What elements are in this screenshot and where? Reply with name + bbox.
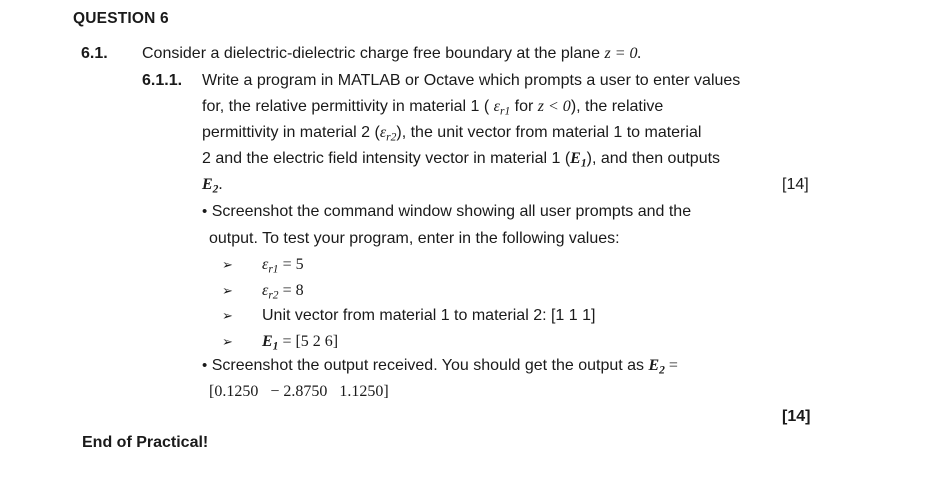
subsection-line-4-a: 2 and the electric field intensity vector in material 1 ( xyxy=(202,150,571,167)
epsilon-r1-symbol: ε xyxy=(493,98,500,115)
test-value-eps-r2-expr xyxy=(262,281,304,301)
subsection-line-4 xyxy=(202,149,720,169)
subsection-line-2-a: for, the relative permittivity in material 1 ( xyxy=(202,98,494,115)
e1-symbol: E xyxy=(570,150,581,167)
test-value-eps-r2 xyxy=(222,281,233,301)
marks-1: [14] xyxy=(782,176,809,193)
epsilon-r1-test-symbol: ε xyxy=(262,256,269,273)
e2-output-symbol: E xyxy=(648,357,660,374)
epsilon-r1-subscript: r1 xyxy=(499,105,511,118)
subsection-line-5 xyxy=(202,175,222,195)
subsection-line-3-b: ), the unit vector from material 1 to material xyxy=(396,124,702,141)
subsection-line-3 xyxy=(202,123,701,143)
bullet-1-line-2: output. To test your program, enter in the following values: xyxy=(209,230,620,247)
e1-subscript: 1 xyxy=(580,157,587,170)
subsection-line-4-b: ), and then outputs xyxy=(586,150,721,167)
e2-symbol: E xyxy=(202,176,213,193)
epsilon-r2-test-subscript: r2 xyxy=(268,289,279,302)
bullet-2-line-1 xyxy=(202,356,678,376)
e1-test-value: = [5 2 6] xyxy=(278,333,339,350)
bullet-1-line-1 xyxy=(202,202,691,222)
test-value-e1-expr xyxy=(262,332,338,352)
epsilon-r2-test-value: = 8 xyxy=(278,282,304,299)
test-value-unit-vector-text: Unit vector from material 1 to material 2: [1 1 1] xyxy=(262,307,596,324)
e2-output-subscript: 2 xyxy=(659,364,665,377)
section-statement xyxy=(142,44,642,64)
bullet-1-text-1: Screenshot the command window showing all user prompts and the xyxy=(211,203,692,220)
end-of-practical: End of Practical! xyxy=(82,434,209,451)
bullet-1-symbol: • xyxy=(202,203,208,220)
subsection-line-2 xyxy=(202,97,663,117)
marks-2: [14] xyxy=(782,408,811,425)
arrow-bullet-icon: ➢ xyxy=(222,257,233,272)
test-value-e1 xyxy=(222,332,233,352)
subsection-line-3-a: permittivity in material 2 ( xyxy=(202,124,380,141)
subsection-line-5-period: . xyxy=(218,176,223,193)
epsilon-r1-test-value: = 5 xyxy=(278,256,304,273)
test-value-unit-vector xyxy=(222,306,233,326)
arrow-bullet-icon: ➢ xyxy=(222,308,233,323)
subsection-number: 6.1.1. xyxy=(142,72,183,89)
epsilon-r2-test-symbol: ε xyxy=(262,282,269,299)
section-math: z = 0. xyxy=(604,45,642,62)
subsection-line-1: Write a program in MATLAB or Octave which prompts a user to enter values xyxy=(202,72,741,89)
arrow-bullet-icon: ➢ xyxy=(222,283,233,298)
test-value-eps-r1 xyxy=(222,255,233,275)
subsection-line-2-b: for xyxy=(510,98,538,115)
section-text: Consider a dielectric-dielectric charge free boundary at the plane xyxy=(142,45,605,62)
epsilon-r2-symbol: ε xyxy=(379,124,387,141)
epsilon-r1-test-subscript: r1 xyxy=(268,263,279,276)
e2-subscript: 2 xyxy=(212,183,219,196)
epsilon-r2-subscript: r2 xyxy=(386,131,397,144)
test-value-eps-r1-expr xyxy=(262,255,304,275)
bullet-2-symbol: • xyxy=(202,357,208,374)
subsection-line-2-c: ), the relative xyxy=(570,98,664,115)
question-heading: QUESTION 6 xyxy=(73,10,169,27)
e1-test-subscript: 1 xyxy=(272,340,279,353)
e1-test-symbol: E xyxy=(262,333,273,350)
z-condition: z < 0 xyxy=(537,98,571,115)
bullet-2-equals: = xyxy=(664,357,678,374)
bullet-2-text-1: Screenshot the output received. You should get the output as xyxy=(211,357,649,374)
section-number: 6.1. xyxy=(81,45,108,62)
arrow-bullet-icon: ➢ xyxy=(222,334,233,349)
expected-output-vector: [0.1250 − 2.8750 1.1250] xyxy=(209,383,389,400)
